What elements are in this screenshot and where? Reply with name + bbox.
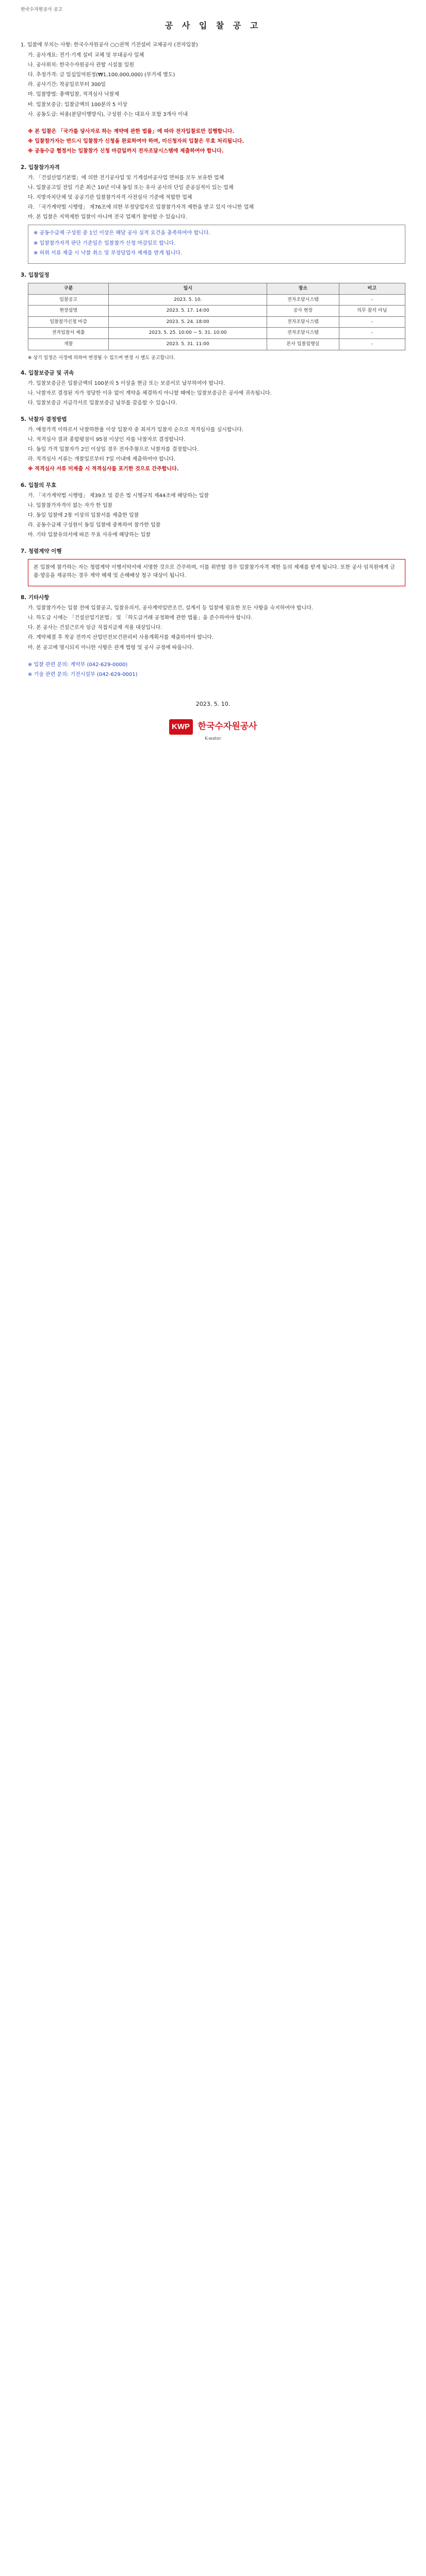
contact-line: ※ 입찰 관련 문의: 계약부 (042-629-0000) [28, 662, 128, 668]
sec5-item: 나. 적격심사 결과 종합평점이 95점 이상인 자를 낙찰자로 결정합니다. [28, 436, 186, 443]
sec6-item: 가. 「국가계약법 시행령」 제39조 및 같은 법 시행규칙 제44조에 해당하는 입찰 [28, 493, 209, 499]
section-1 [21, 52, 405, 156]
integrity-text: 본 입찰에 참가하는 자는 청렴계약 이행서약서에 서명한 것으로 간주하며, 이를 위반할 경우 입찰참가자격 제한 등의 제재를 받게 됩니다. 또한 공사 임직원에게 금품·향응을 제공하는 경우 계약 해제 및 손해배상 청구 대상이 됩니다. [34, 564, 396, 579]
sec2-item: 가. 「건설산업기본법」에 의한 전기공사업 및 기계설비공사업 면허를 모두 보유한 업체 [28, 175, 224, 181]
sec1-item: 가. 공사개요: 전기·기계 설비 교체 및 부대공사 일체 [28, 52, 144, 58]
table-cell: 전자입찰서 제출 [28, 328, 109, 339]
table-cell: 공사 현장 [267, 306, 339, 317]
sec8-item: 가. 입찰참가자는 입찰 전에 입찰공고, 입찰유의서, 공사계약일반조건, 설계서 등 입찰에 필요한 모든 사항을 숙지하여야 합니다. [28, 605, 314, 611]
sec2-item: 나. 입찰공고일 전일 기준 최근 10년 이내 동일 또는 유사 공사의 단일 준공실적이 있는 업체 [28, 184, 234, 191]
table-row [28, 316, 405, 328]
sec1-item: 나. 공사위치: 한국수자원공사 관할 시설물 일원 [28, 62, 134, 68]
schedule-table [28, 283, 405, 350]
sec2-item: 마. 본 입찰은 지역제한 입찰이 아니며 전국 업체가 참여할 수 있습니다. [28, 214, 187, 221]
sec4-item: 나. 낙찰자로 결정된 자가 정당한 이유 없이 계약을 체결하지 아니할 때에는 입찰보증금은 공사에 귀속됩니다. [28, 391, 272, 397]
table-header: 구분 [28, 283, 109, 295]
table-cell: 전자조달시스템 [267, 328, 339, 339]
section-2 [21, 174, 405, 264]
sec1-item: 마. 입찰방법: 총액입찰, 적격심사 낙찰제 [28, 92, 120, 98]
company-logo [21, 719, 405, 735]
sec1-red-note: ※ 입찰참가자는 반드시 입찰참가 신청을 완료하여야 하며, 미신청자의 입찰은 무효 처리됩니다. [28, 139, 244, 145]
section-6-title: 6. 입찰의 무효 [21, 482, 57, 488]
section-7-title: 7. 청렴계약 이행 [21, 548, 62, 554]
section-4-title: 4. 입찰보증금 및 귀속 [21, 370, 74, 377]
section-3-title: 3. 입찰일정 [21, 272, 50, 279]
table-cell: 입찰참가신청 마감 [28, 316, 109, 328]
table-cell: 2023. 5. 17. 14:00 [109, 306, 267, 317]
sec6-item: 나. 입찰참가자격이 없는 자가 한 입찰 [28, 502, 112, 509]
sec2-item: 라. 「국가계약법 시행령」 제76조에 의한 부정당업자로 입찰참가자격 제한을 받고 있지 아니한 업체 [28, 205, 254, 211]
table-cell: - [339, 294, 405, 306]
contact-line: ※ 기술 관련 문의: 기전시설부 (042-629-0001) [28, 672, 138, 678]
sec6-item: 마. 기타 입찰유의서에 따른 무효 사유에 해당하는 입찰 [28, 532, 151, 538]
table-row [28, 294, 405, 306]
table-header: 장소 [267, 283, 339, 295]
sec5-red-note: ※ 적격심사 서류 미제출 시 적격심사를 포기한 것으로 간주합니다. [28, 466, 179, 472]
sec6-item: 다. 동일 입찰에 2통 이상의 입찰서를 제출한 입찰 [28, 512, 139, 518]
section-2-title: 2. 입찰참가자격 [21, 164, 60, 171]
sec8-item: 나. 하도급 시에는 「건설산업기본법」 및 「하도급거래 공정화에 관한 법률」을 준수하여야 합니다. [28, 615, 253, 621]
sec6-item: 라. 공동수급체 구성원이 동일 입찰에 중복하여 참가한 입찰 [28, 522, 161, 529]
sec1-item: 다. 추정가격: 금 일십일억원정(₩1,100,000,000) (부가세 별도) [28, 72, 175, 78]
logo-mark-icon: KWP [169, 719, 193, 735]
sec4-item: 다. 입찰보증금 지급각서로 입찰보증금 납부를 갈음할 수 있습니다. [28, 400, 177, 406]
sec2-box-note: ※ 입찰참가자격 판단 기준일은 입찰참가 신청 마감일로 합니다. [34, 240, 176, 246]
company-subline: K-water [205, 736, 221, 742]
section-8 [21, 604, 405, 679]
intro-line: 1. 입찰에 부치는 사항: 한국수자원공사 ○○권역 기전설비 교체공사 (전자입찰) [21, 42, 198, 48]
sec8-item: 다. 본 공사는 건설근로자 임금 직접지급제 적용 대상입니다. [28, 625, 162, 631]
section-3 [21, 283, 405, 362]
sec1-item: 사. 공동도급: 허용(분담이행방식), 구성원 수는 대표사 포함 3개사 이내 [28, 111, 188, 117]
table-cell: 전자조달시스템 [267, 294, 339, 306]
section-6 [21, 492, 405, 540]
sec4-item: 가. 입찰보증금은 입찰금액의 100분의 5 이상을 현금 또는 보증서로 납부하여야 합니다. [28, 381, 225, 387]
table-cell: 입찰공고 [28, 294, 109, 306]
sec1-item: 라. 공사기간: 착공일로부터 300일 [28, 82, 106, 88]
table-cell: - [339, 328, 405, 339]
sec8-item: 마. 본 공고에 명시되지 아니한 사항은 관계 법령 및 공사 규정에 따릅니다. [28, 645, 194, 651]
table-cell: 2023. 5. 24. 18:00 [109, 316, 267, 328]
table-row [28, 328, 405, 339]
sec2-note-box [28, 225, 405, 264]
section-5 [21, 426, 405, 474]
sec1-red-note: ※ 공동수급 협정서는 입찰참가 신청 마감일까지 전자조달시스템에 제출하여야 합니다. [28, 148, 224, 155]
sec1-red-note: ※ 본 입찰은 「국가를 당사자로 하는 계약에 관한 법률」에 따라 전자입찰로만 집행합니다. [28, 128, 235, 134]
notice-date: 2023. 5. 10. [195, 701, 231, 708]
sec2-box-note: ※ 공동수급체 구성원 중 1인 이상은 해당 공사 실적 요건을 충족하여야 합니다. [34, 230, 210, 236]
section-7 [21, 559, 405, 586]
table-row [28, 306, 405, 317]
table-header: 일시 [109, 283, 267, 295]
table-cell: - [339, 316, 405, 328]
sec2-box-note: ※ 허위 서류 제출 시 낙찰 취소 및 부정당업자 제재를 받게 됩니다. [34, 250, 183, 256]
table-cell: 전자조달시스템 [267, 316, 339, 328]
sec8-item: 라. 계약체결 후 착공 전까지 산업안전보건관리비 사용계획서를 제출하여야 합니다. [28, 635, 214, 641]
table-row [28, 338, 405, 350]
page-title: 공 사 입 찰 공 고 [165, 20, 261, 30]
org-line: 한국수자원공사 공고 [21, 7, 63, 12]
section-5-title: 5. 낙찰자 결정방법 [21, 416, 67, 422]
sec5-item: 다. 동일 가격 입찰자가 2인 이상일 경우 전자추첨으로 낙찰자를 결정합니다. [28, 447, 199, 453]
table-cell: 개찰 [28, 338, 109, 350]
table-cell: 본사 입찰집행실 [267, 338, 339, 350]
table-cell: 의무 참석 아님 [339, 306, 405, 317]
sec5-item: 가. 예정가격 이하로서 낙찰하한율 이상 입찰자 중 최저가 입찰자 순으로 적격심사를 실시합니다. [28, 427, 244, 433]
table-header: 비고 [339, 283, 405, 295]
sec5-item: 라. 적격심사 서류는 개찰일로부터 7일 이내에 제출하여야 합니다. [28, 456, 176, 463]
sec2-item: 다. 지방자치단체 및 공공기관 입찰참가자격 사전심사 기준에 적합한 업체 [28, 194, 192, 200]
integrity-box [28, 559, 405, 586]
table-cell: 2023. 5. 31. 11:00 [109, 338, 267, 350]
sec1-item: 바. 입찰보증금: 입찰금액의 100분의 5 이상 [28, 101, 127, 108]
section-8-title: 8. 기타사항 [21, 594, 50, 601]
table-cell: 2023. 5. 10. [109, 294, 267, 306]
company-name: 한국수자원공사 [198, 721, 257, 732]
table-cell: 현장설명 [28, 306, 109, 317]
table-cell: - [339, 338, 405, 350]
table-cell: 2023. 5. 25. 10:00 ~ 5. 31. 10:00 [109, 328, 267, 339]
sec3-footnote: ※ 상기 일정은 사정에 의하여 변경될 수 있으며 변경 시 별도 공고합니다. [28, 355, 175, 361]
section-4 [21, 380, 405, 408]
